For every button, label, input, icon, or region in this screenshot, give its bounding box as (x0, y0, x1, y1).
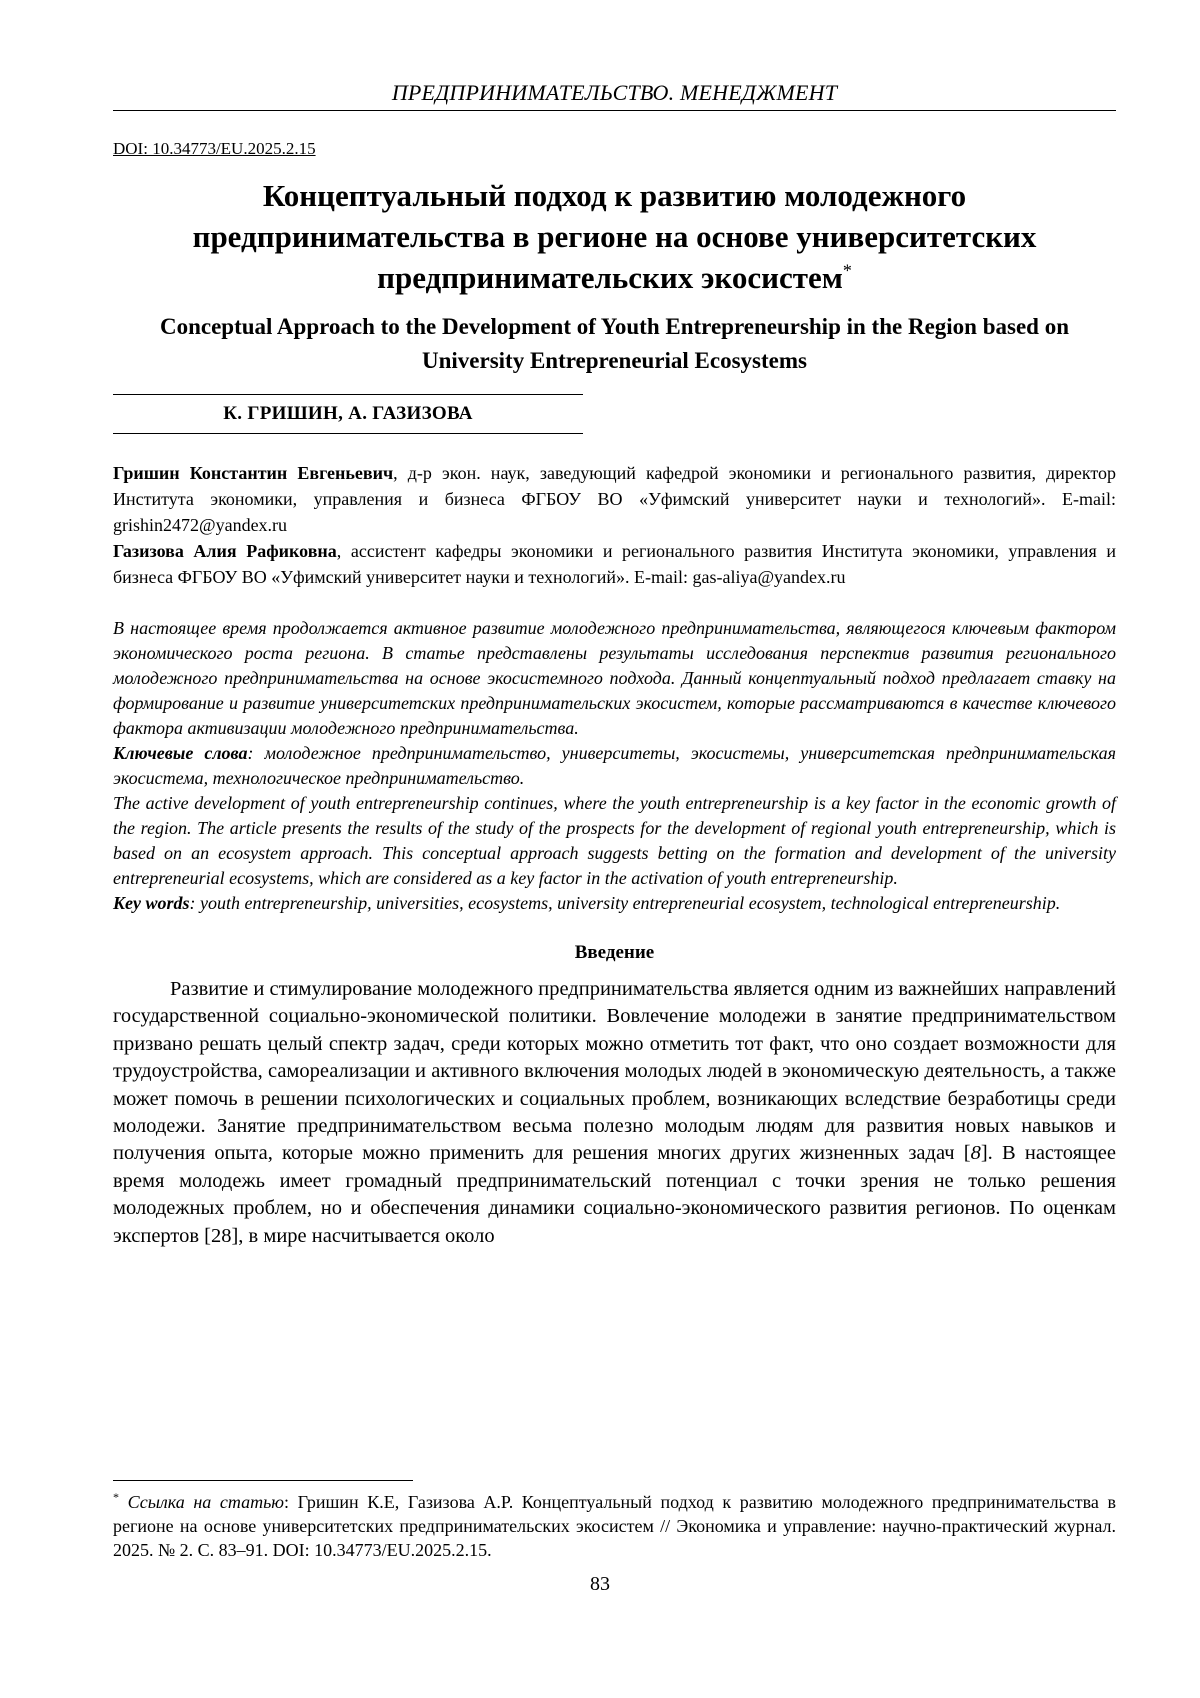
affiliation-text-2: , ассистент кафедры экономики и регионального развития Института экономики, управления и бизнеса ФГБОУ ВО «Уфимский университет науки и технологий». E-mail: gas-aliya@yandex.ru (113, 541, 1116, 587)
author-name-2: Газизова Алия Рафиковна (113, 541, 337, 561)
keywords-english-text: : youth entrepreneurship, universities, ecosystems, university entrepreneurial ecosystem, technological entrepreneurship. (189, 893, 1061, 913)
introduction-text (113, 976, 1116, 1250)
author-name-1: Гришин Константин Евгеньевич (113, 463, 394, 483)
footnote-marker: * (113, 1490, 119, 1504)
footnote (113, 1490, 1116, 1562)
introduction-paragraph (113, 976, 1116, 1250)
introduction-text-part-1: Развитие и стимулирование молодежного предпринимательства является одним из важнейших направлений государственной социально-экономической политики. Вовлечение молодежи в занятие предпринимательством призвано решать целый спектр задач, среди которых можно отметить тот факт, что оно создает возможности для трудоустройства, самореализации и активного включения молодых людей в экономическую деятельность, а также может помочь в решении психологических и социальных проблем, возникающих вследствие безработицы среди молодежи. Занятие предпринимательством весьма полезно молодым людям для развития новых навыков и получения опыта, которые можно применить для решения многих других жизненных задач [ (113, 978, 1116, 1165)
title-english: Conceptual Approach to the Development of Youth Entrepreneurship in the Region based on University Entrepreneurial Ecosystems (159, 314, 1069, 373)
footnote-text: : Гришин К.Е, Газизова А.Р. Концептуальный подход к развитию молодежного предпринимательства в регионе на основе университетских предпринимательских экосистем // Экономика и управление: научно-практический журнал. 2025. № 2. С. 83–91. DOI: 10.34773/EU.2025.2.15. (113, 1492, 1117, 1560)
keywords-russian-label: Ключевые слова (113, 743, 248, 763)
citation-reference[interactable]: 8 (970, 1142, 981, 1165)
authors-line: К. ГРИШИН, А. ГАЗИЗОВА (113, 394, 583, 434)
abstract-english: The active development of youth entrepreneurship continues, where the youth entrepreneurship is a key factor in the economic growth of the region. The article presents the results of the study of the prospects for the development of regional youth entrepreneurship, which is based on an ecosystem approach. This conceptual approach suggests betting on the formation and development of the university entrepreneurial ecosystems, which are considered as a key factor in the activation of youth entrepreneurship. (113, 793, 1116, 888)
footnote-divider (113, 1480, 413, 1481)
abstract-block (113, 616, 1116, 916)
article-page (113, 80, 1116, 1250)
keywords-english (113, 891, 1116, 916)
keywords-english-label: Key words (113, 893, 190, 913)
section-heading-introduction: Введение (574, 942, 655, 963)
running-head: ПРЕДПРИНИМАТЕЛЬСТВО. МЕНЕДЖМЕНТ (113, 80, 1116, 111)
keywords-russian-text: : молодежное предпринимательство, университеты, экосистемы, университетская предпринимательская экосистема, технологическое предпринимательство. (113, 743, 1116, 788)
keywords-russian (113, 741, 1116, 791)
doi-link[interactable]: DOI: 10.34773/EU.2025.2.15 (113, 139, 316, 158)
footnote-label: Ссылка на статью (127, 1492, 284, 1512)
title-footnote-marker: * (842, 260, 852, 281)
title-russian-text: Концептуальный подход к развитию молодежного предпринимательства в регионе на основе университетских предпринимательских экосистем (192, 178, 1037, 295)
page-number: 83 (590, 1573, 610, 1595)
affiliation-text-1: , д-р экон. наук, заведующий кафедрой экономики и регионального развития, директор Института экономики, управления и бизнеса ФГБОУ ВО «Уфимский университет науки и технологий». E-mail: grishin2472@yandex.ru (113, 463, 1116, 535)
introduction-text-part-2: ]. В настоящее время молодежь имеет громадный предпринимательский потенциал с точки зрения не только решения молодежных проблем, но и обеспечения динамики социально-экономического развития регионов. По оценкам экспертов [28], в мире насчитывается около (113, 1142, 1116, 1247)
affiliation-2 (113, 538, 1116, 590)
abstract-russian: В настоящее время продолжается активное развитие молодежного предпринимательства, являющегося ключевым фактором экономического роста региона. В статье представлены результаты исследования перспектив развития регионального молодежного предпринимательства на основе экосистемного подхода. Данный концептуальный подход предлагает ставку на формирование и развитие университетских предпринимательских экосистем, которые рассматриваются в качестве ключевого фактора активизации молодежного предпринимательства. (113, 618, 1116, 738)
affiliation-1 (113, 460, 1116, 538)
title-russian (113, 175, 1116, 298)
author-affiliations (113, 460, 1116, 590)
